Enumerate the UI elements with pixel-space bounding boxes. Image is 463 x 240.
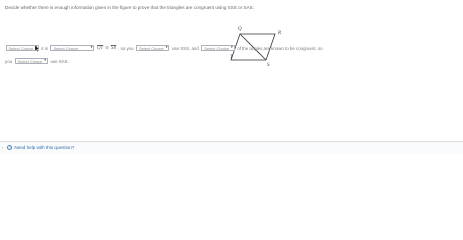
choice-select-2[interactable]	[50, 45, 94, 52]
help-bar	[0, 141, 463, 154]
segment-qt: $\overline{QT}$	[96, 45, 104, 51]
choice-select-1[interactable]	[6, 45, 39, 52]
statement-text-6: use SAS.	[50, 58, 69, 64]
question-text: Decide whether there is enough information given in the figure to prove that the triangles are congruent using SSS or SAS.	[5, 5, 254, 10]
chevron-down-icon: ▾	[230, 45, 233, 50]
help-icon: ?	[8, 146, 11, 150]
choice-select-3-value: Select Choice	[139, 45, 164, 51]
statement-row-1	[4, 44, 460, 52]
vertex-label-r: R	[278, 31, 282, 36]
statement-text-3: use SSS, and	[171, 45, 199, 51]
statement-text-2: , so you	[118, 45, 134, 51]
help-toggle[interactable]	[2, 145, 74, 150]
statement-text-5: you	[5, 58, 13, 64]
statement-row-2	[4, 57, 70, 65]
vertex-label-s: S	[267, 63, 270, 68]
segment-sr: $\overline{SR}$	[110, 45, 117, 51]
chevron-down-icon: ▾	[44, 58, 46, 63]
statement-text-1: it is	[41, 45, 48, 51]
choice-select-2-value: Select Choice	[53, 45, 79, 51]
choice-select-4-value: Select Choice	[204, 45, 229, 51]
choice-select-5-value: Select Choice	[17, 58, 43, 64]
congruent-symbol: ≅	[105, 45, 109, 50]
vertex-label-q: Q	[238, 27, 242, 32]
statement-text-4: of the angles are known to be congruent, so	[237, 45, 323, 51]
mouse-pointer-icon	[35, 45, 39, 52]
choice-select-5[interactable]	[15, 58, 48, 65]
help-label: Need help with this question?	[14, 145, 75, 150]
chevron-down-icon: ▾	[90, 45, 93, 50]
choice-select-4[interactable]	[201, 45, 234, 52]
vertex-label-t: T	[230, 55, 233, 60]
chevron-right-icon: ›	[2, 145, 4, 150]
chevron-down-icon: ▾	[165, 45, 168, 50]
choice-select-3[interactable]	[136, 45, 169, 52]
choice-select-1-value: Select Choice	[8, 45, 34, 51]
